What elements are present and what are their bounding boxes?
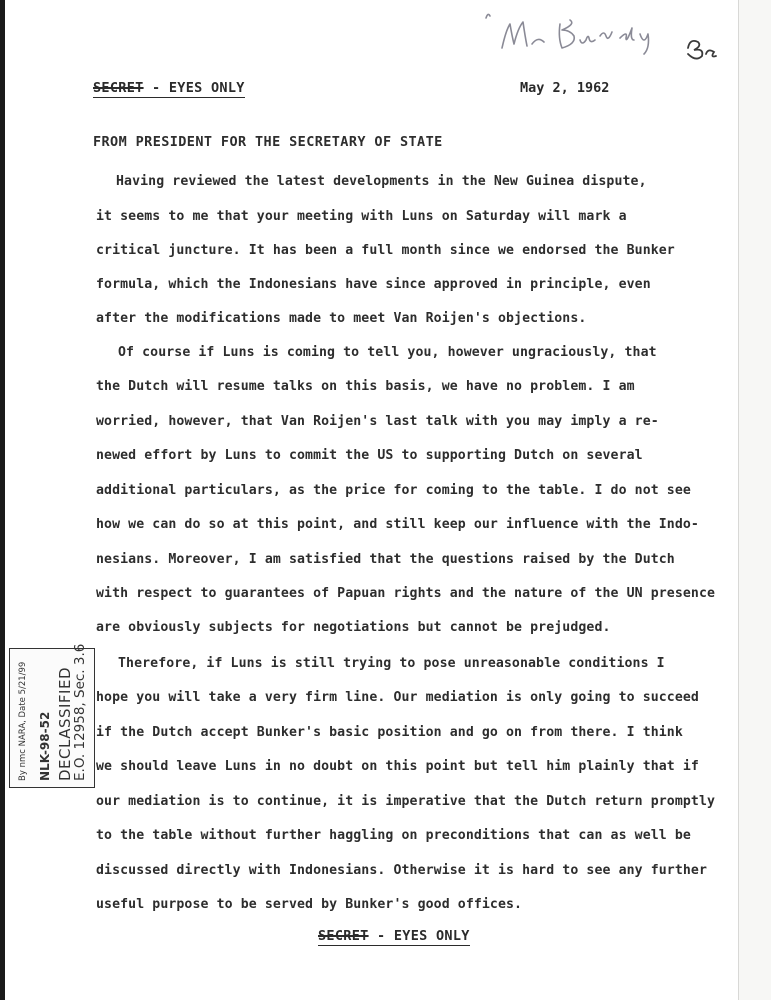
body-line: additional particulars, as the price for coming to the table. I do not see: [96, 483, 691, 498]
document-title: FROM PRESIDENT FOR THE SECRETARY OF STATE: [93, 134, 443, 150]
body-line: after the modifications made to meet Van Roijen's objections.: [96, 311, 587, 326]
body-line: formula, which the Indonesians have since approved in principle, even: [96, 277, 651, 292]
body-line: hope you will take a very firm line. Our mediation is only going to succeed: [96, 690, 699, 705]
body-line: Having reviewed the latest developments in the New Guinea dispute,: [116, 174, 647, 189]
stamp-declassified: DECLASSIFIED: [56, 666, 74, 781]
body-line: to the table without further haggling on preconditions that can as well be: [96, 828, 691, 843]
body-line: Of course if Luns is coming to tell you, however ungraciously, that: [118, 345, 657, 360]
classification-rest: - EYES ONLY: [368, 928, 470, 944]
body-line: newed effort by Luns to commit the US to supporting Dutch on several: [96, 448, 643, 463]
body-line: the Dutch will resume talks on this basis, we have no problem. I am: [96, 379, 635, 394]
document-date: May 2, 1962: [520, 80, 610, 96]
scan-edge-right: [738, 0, 771, 1000]
declassified-stamp: [9, 643, 95, 788]
body-line: worried, however, that Van Roijen's last talk with you may imply a re-: [96, 414, 659, 429]
header-classification: [93, 80, 245, 96]
classification-rest: - EYES ONLY: [143, 80, 245, 96]
scan-edge-left: [0, 0, 5, 1000]
handwritten-note-signature: [480, 4, 730, 64]
body-line: are obviously subjects for negotiations but cannot be prejudged.: [96, 620, 611, 635]
body-line: critical juncture. It has been a full month since we endorsed the Bunker: [96, 243, 675, 258]
stamp-reviewer-date: By nmc NARA, Date 5/21/99: [18, 661, 28, 781]
body-line: if the Dutch accept Bunker's basic position and go on from there. I think: [96, 725, 683, 740]
body-line: how we can do so at this point, and still keep our influence with the Indo-: [96, 517, 699, 532]
body-line: with respect to guarantees of Papuan rights and the nature of the UN presence: [96, 586, 716, 601]
body-line: our mediation is to continue, it is imperative that the Dutch return promptly: [96, 794, 716, 809]
body-line: nesians. Moreover, I am satisfied that the questions raised by the Dutch: [96, 552, 675, 567]
classification-struck: SECRET: [93, 80, 144, 96]
classification-struck: SECRET: [318, 928, 369, 944]
body-line: it seems to me that your meeting with Luns on Saturday will mark a: [96, 209, 627, 224]
stamp-authority: E.O. 12958, Sec. 3.6: [72, 643, 88, 781]
body-line: useful purpose to be served by Bunker's good offices.: [96, 897, 523, 912]
body-line: we should leave Luns in no doubt on this point but tell him plainly that if: [96, 759, 699, 774]
footer-classification: [318, 928, 470, 944]
body-line: Therefore, if Luns is still trying to pose unreasonable conditions I: [118, 656, 665, 671]
body-line: discussed directly with Indonesians. Otherwise it is hard to see any further: [96, 863, 708, 878]
stamp-case-number: NLK-98-52: [38, 711, 52, 781]
